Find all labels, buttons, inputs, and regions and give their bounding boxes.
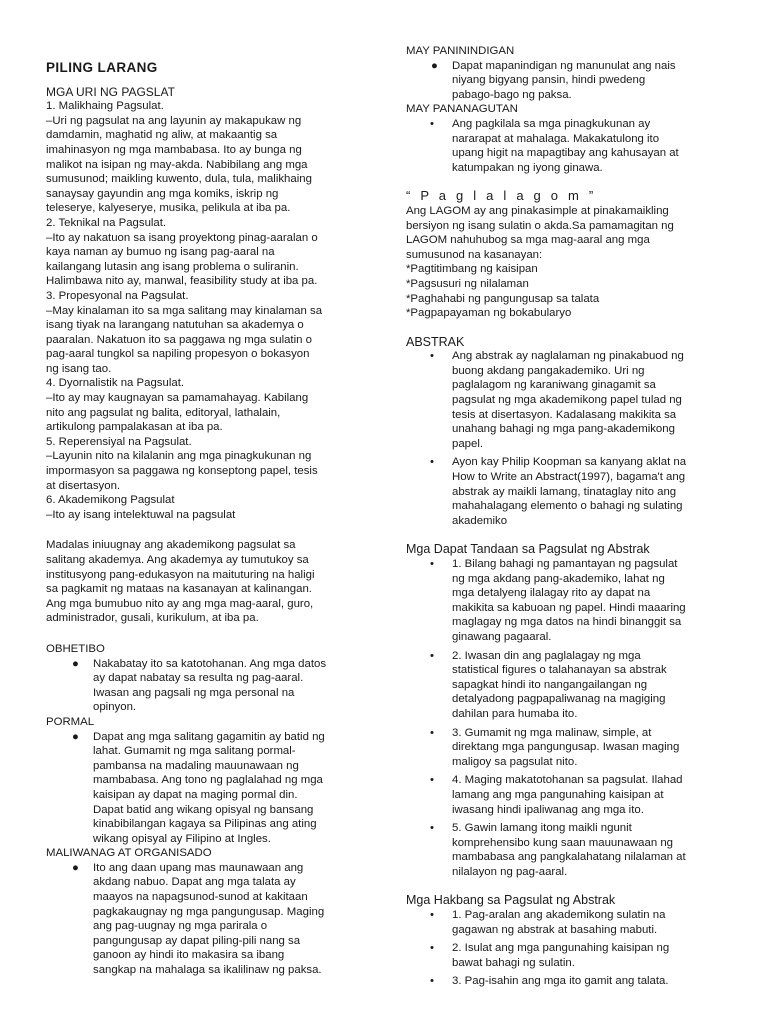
bullet-icon: • bbox=[430, 909, 434, 922]
text-line: artikulong pampalakasan at iba pa. bbox=[46, 421, 223, 434]
abstrak-list bbox=[406, 349, 728, 528]
text-line: 4. Dyornalistik na Pagsulat. bbox=[46, 377, 185, 390]
bullet-icon: • bbox=[430, 942, 434, 955]
text-line: nararapat at mahalaga. Makakatulong ito bbox=[452, 132, 660, 145]
text-line: ginawang pagaaral. bbox=[452, 630, 552, 643]
bullet-icon: ● bbox=[72, 730, 79, 743]
abstrak-heading: ABSTRAK bbox=[406, 334, 465, 349]
text-line: nilalayon ng pag-aaral. bbox=[452, 865, 568, 878]
text-line: sumusunod; maikling kuwento, dula, tula, malikhaing bbox=[46, 173, 312, 186]
text-line: *Pagpapayaman ng bokabularyo bbox=[406, 307, 572, 320]
text-line: 2. Isulat ang mga pangunahing kaisipan ng bbox=[452, 942, 670, 955]
text-line: –Ito ay nakatuon sa isang proyektong pinag-aaralan o bbox=[46, 231, 318, 244]
text-line: –Layunin nito na kilalanin ang mga pinagkukunan ng bbox=[46, 450, 312, 463]
text-line: tesis at disertasyon. Kadalasang makikita sa bbox=[452, 408, 677, 421]
text-line: komprehensibo kung saan mauunawaan ng bbox=[452, 836, 674, 849]
text-line: Nakabatay ito sa katotohanan. Ang mga datos bbox=[93, 657, 327, 670]
text-line: gagawan ng abstrak at basahing mabuti. bbox=[452, 923, 658, 936]
text-line: papel. bbox=[452, 437, 484, 450]
paglalagom-heading: “ P a g l a l a g o m ” bbox=[406, 188, 597, 204]
text-line: lahat. Gumamit ng mga salitang pormal- bbox=[93, 745, 296, 758]
text-line: 3. Pag-isahin ang mga ito gamit ang talata. bbox=[452, 975, 669, 988]
text-line: isang tiyak na larangang natutuhan sa akademya o bbox=[46, 319, 304, 332]
text-line: kailangang lutasin ang isang problema o suliranin. bbox=[46, 260, 299, 273]
text-line: 1. Malikhaing Pagsulat. bbox=[46, 100, 164, 113]
text-line: opinyon. bbox=[93, 701, 137, 714]
text-line: pag-aaral tungkol sa napiling propesyon o bokasyon bbox=[46, 348, 310, 361]
obhetibo-list bbox=[46, 657, 364, 715]
pormal-list bbox=[46, 730, 364, 847]
pormal-heading: PORMAL bbox=[46, 715, 95, 728]
list-item bbox=[430, 117, 728, 175]
text-line: Iwasan ang pagsali ng mga personal na bbox=[93, 686, 295, 699]
writing-types-text bbox=[46, 99, 364, 522]
text-line: pangungusap ay dapat piling-pili nang sa bbox=[93, 934, 301, 947]
text-line: Ayon kay Philip Koopman sa kanyang aklat na bbox=[452, 456, 687, 469]
text-line: 3. Propesyonal na Pagsulat. bbox=[46, 289, 189, 302]
text-line: mahahalagang elemento o bahagi ng sulating bbox=[452, 500, 683, 513]
text-line: 4. Maging makatotohanan sa pagsulat. Ilahad bbox=[452, 774, 683, 787]
text-line: administrador, gusali, kurikulum, at iba pa. bbox=[46, 612, 259, 625]
text-line: Halimbawa nito ay, manwal, feasibility study at iba pa. bbox=[46, 275, 318, 288]
text-line: buong akdang pangakademiko. Uri ng bbox=[452, 364, 645, 377]
text-line: Dapat batid ang wikang opisyal ng bansang bbox=[93, 803, 314, 816]
text-line: 3. Gumamit ng mga malinaw, simple, at bbox=[452, 726, 652, 739]
list-item bbox=[430, 908, 728, 937]
list-item bbox=[430, 821, 728, 879]
pananagutan-heading: MAY PANANAGUTAN bbox=[406, 103, 518, 116]
bullet-icon: ● bbox=[431, 59, 438, 72]
text-line: abstrak ay maikli lamang, tinataglay nito ang bbox=[452, 485, 677, 498]
text-line: *Pagtitimbang ng kaisipan bbox=[406, 263, 538, 276]
text-line: sanaysay gayundin ang mga komiks, iskrip ng bbox=[46, 187, 279, 200]
tandaan-list bbox=[406, 557, 728, 879]
text-line: mambabasa. Ang tono ng paglalahad ng mga bbox=[93, 774, 323, 787]
text-line: at disertasyon. bbox=[46, 479, 121, 492]
text-line: Ang abstrak ay naglalaman ng pinakabuod ng bbox=[452, 350, 684, 363]
text-line: ganoon ay hindi ito makasira sa ibang bbox=[93, 949, 285, 962]
text-line: 5. Reperensiyal na Pagsulat. bbox=[46, 435, 192, 448]
text-line: pabago-bago ng paksa. bbox=[452, 88, 572, 101]
right-column bbox=[406, 0, 728, 989]
text-line: Ang pagkilala sa mga pinagkukunan ay bbox=[452, 117, 651, 130]
text-line: akdang nabuo. Dapat ang mga talata ay bbox=[93, 876, 296, 889]
tandaan-heading: Mga Dapat Tandaan sa Pagsulat ng Abstrak bbox=[406, 542, 650, 557]
list-item bbox=[72, 861, 364, 978]
bullet-icon: ● bbox=[72, 657, 79, 670]
bullet-icon: • bbox=[430, 558, 434, 570]
text-line: Ang mga bumubuo nito ay ang mga mag-aaral, guro, bbox=[46, 597, 314, 610]
text-line: dahilan para humaba ito. bbox=[452, 707, 578, 720]
paninindigan-list bbox=[406, 59, 728, 103]
paninindigan-heading: MAY PANININDIGAN bbox=[406, 45, 515, 57]
text-line: Madalas iniuugnay ang akademikong pagsulat sa bbox=[46, 539, 296, 552]
list-item bbox=[72, 730, 364, 847]
text-line: teleserye, kalyeserye, musika, pelikula at iba pa. bbox=[46, 202, 291, 215]
list-item bbox=[430, 455, 728, 528]
text-line: impormasyon sa paggawa ng konseptong papel, tesis bbox=[46, 465, 318, 478]
text-line: maligoy sa pagsulat nito. bbox=[452, 755, 578, 768]
text-line: sa pagkamit ng mataas na kasanayan at kalinangan. bbox=[46, 583, 312, 596]
list-item bbox=[430, 941, 728, 970]
maliwanag-list bbox=[46, 861, 364, 978]
document-subtitle: MGA URI NG PAGSLAT bbox=[46, 84, 175, 99]
list-item bbox=[431, 59, 728, 103]
text-line: kaisipan ay dapat na maging pormal din. bbox=[93, 788, 298, 801]
text-line: damdamin, maghatid ng aliw, at makaantig sa bbox=[46, 129, 278, 142]
text-line: malikot na isipan ng may-akda. Nabibilang ang mga bbox=[46, 158, 308, 171]
left-column bbox=[46, 0, 364, 978]
text-line: pambansa na madaling mauunawaan ng bbox=[93, 759, 299, 772]
text-line: ay dapat nabatay sa resulta ng pag-aaral. bbox=[93, 672, 304, 685]
text-line: statistical figures o talahanayan sa abstrak bbox=[452, 664, 667, 677]
text-line: ng mga akdang pang-akademiko, lahat ng bbox=[452, 572, 665, 585]
text-line: bersiyon ng isang sulatin o akda.Sa pamamagitan ng bbox=[406, 219, 674, 232]
pananagutan-list bbox=[406, 117, 728, 175]
list-item bbox=[72, 657, 364, 715]
text-line: Dapat ang mga salitang gagamitin ay batid ng bbox=[93, 730, 325, 743]
text-line: iwasang hindi ipaliwanag ang mga ito. bbox=[452, 803, 644, 816]
document-title: PILING LARANG bbox=[46, 60, 158, 75]
text-line: sapagkat hindi ito nangangailangan ng bbox=[452, 678, 648, 691]
text-line: bawat bahagi ng sulatin. bbox=[452, 956, 575, 969]
text-line: Ito ang daan upang mas maunawaan ang bbox=[93, 861, 304, 874]
bullet-icon: • bbox=[430, 822, 434, 835]
text-line: –Ito ay isang intelektuwal na pagsulat bbox=[46, 508, 236, 521]
text-line: 5. Gawin lamang itong maikli ngunit bbox=[452, 822, 632, 835]
text-line: maglagay ng mga datos na hindi binanggit sa bbox=[452, 616, 682, 629]
text-line: How to Write an Abstract(1997), bagama't ang bbox=[452, 471, 686, 484]
text-line: –May kinalaman ito sa mga salitang may kinalaman sa bbox=[46, 304, 323, 317]
bullet-icon: • bbox=[430, 774, 434, 787]
text-line: pagsulat ng mga akademikong papel tulad ng bbox=[452, 394, 682, 407]
maliwanag-heading: MALIWANAG AT ORGANISADO bbox=[46, 847, 212, 860]
text-line: imahinasyon ng mga mambabasa. Ito ay bunga ng bbox=[46, 143, 302, 156]
list-item bbox=[430, 349, 728, 451]
list-item bbox=[430, 974, 728, 989]
text-line: salitang akademya. Ang akademya ay tumutukoy sa bbox=[46, 554, 309, 566]
bullet-icon: • bbox=[430, 726, 434, 739]
text-line: unahang bahagi ng mga pang-akademikong bbox=[452, 423, 675, 436]
text-line: pagkakaugnay ng mga pangungusap. Maging bbox=[93, 905, 325, 918]
text-line: Dapat mapanindigan ng manunulat ang nais bbox=[452, 59, 676, 72]
text-line: kaya naman ay bumuo ng isang pag-aaral na bbox=[46, 246, 275, 259]
bullet-icon: • bbox=[430, 456, 434, 469]
bullet-icon: • bbox=[430, 649, 434, 662]
text-line: maayos na napagsunod-sunod at kakitaan bbox=[93, 891, 308, 904]
text-line: ng isang tao. bbox=[46, 362, 112, 375]
text-line: paglalagom ng karaniwang ginagamit sa bbox=[452, 379, 656, 392]
list-item bbox=[430, 557, 728, 645]
text-line: 1. Pag-aralan ang akademikong sulatin na bbox=[452, 909, 666, 922]
text-line: paaralan. Nakatuon ito sa paggawa ng mga sulatin o bbox=[46, 333, 312, 346]
text-line: *Pagsusuri ng nilalaman bbox=[406, 277, 529, 290]
text-line: mga detalyeng ilalagay rito ay dapat na bbox=[452, 587, 651, 600]
text-line: ang pag-uugnay ng mga parirala o bbox=[93, 920, 268, 933]
academic-writing-paragraph bbox=[46, 538, 364, 626]
text-line: niyang bigyang pansin, hindi pwedeng bbox=[452, 74, 646, 87]
text-line: 1. Bilang bahagi ng pamantayan ng pagsulat bbox=[452, 558, 678, 570]
bullet-icon: • bbox=[430, 350, 434, 363]
bullet-icon: • bbox=[430, 117, 434, 130]
text-line: wikang opisyal ay Filipino at Ingles. bbox=[93, 832, 271, 845]
text-line: nito ang pagsulat ng balita, editoryal, lathalain, bbox=[46, 406, 281, 419]
text-line: lamang ang mga pangunahing kaisipan at bbox=[452, 788, 664, 801]
text-line: kinabibilangan kagaya sa Pilipinas ang ating bbox=[93, 818, 317, 831]
list-item bbox=[430, 649, 728, 722]
text-line: sangkap na mahalaga sa ikalilinaw ng paksa. bbox=[93, 964, 322, 977]
obhetibo-heading: OBHETIBO bbox=[46, 642, 105, 655]
text-line: direktang mga pangungusap. Iwasan maging bbox=[452, 741, 680, 754]
text-line: sumusunod na kasanayan: bbox=[406, 248, 543, 261]
text-line: akademiko bbox=[452, 514, 508, 527]
hakbang-list bbox=[406, 908, 728, 989]
list-item bbox=[430, 726, 728, 770]
hakbang-heading: Mga Hakbang sa Pagsulat ng Abstrak bbox=[406, 893, 616, 908]
text-line: mambabasa ang pangkalahatang nilalaman at bbox=[452, 851, 686, 864]
text-line: makikita sa kabuoan ng papel. Hindi maaaring bbox=[452, 601, 686, 614]
text-line: –Uri ng pagsulat na ang layunin ay makapukaw ng bbox=[46, 114, 302, 127]
bullet-icon: ● bbox=[72, 861, 79, 874]
bullet-icon: • bbox=[430, 975, 434, 988]
text-line: *Paghahabi ng pangungusap sa talata bbox=[406, 292, 600, 305]
text-line: katumpakan ng iyong ginawa. bbox=[452, 161, 603, 174]
text-line: –Ito ay may kaugnayan sa pamamahayag. Kabilang bbox=[46, 392, 309, 405]
text-line: 2. Teknikal na Pagsulat. bbox=[46, 216, 167, 229]
list-item bbox=[430, 773, 728, 817]
text-line: 2. Iwasan din ang paglalagay ng mga bbox=[452, 649, 641, 662]
text-line: 6. Akademikong Pagsulat bbox=[46, 494, 175, 507]
text-line: detalyadong pagpapaliwanag na magiging bbox=[452, 693, 666, 706]
text-line: LAGOM nahuhubog sa mga mag-aaral ang mga bbox=[406, 234, 650, 247]
paglalagom-text bbox=[406, 204, 728, 321]
text-line: Ang LAGOM ay ang pinakasimple at pinakamaikling bbox=[406, 204, 669, 217]
text-line: upang higit na mapagtibay ang kahusayan at bbox=[452, 147, 679, 160]
text-line: institusyong pang-edukasyon na maituturing na haligi bbox=[46, 568, 315, 581]
